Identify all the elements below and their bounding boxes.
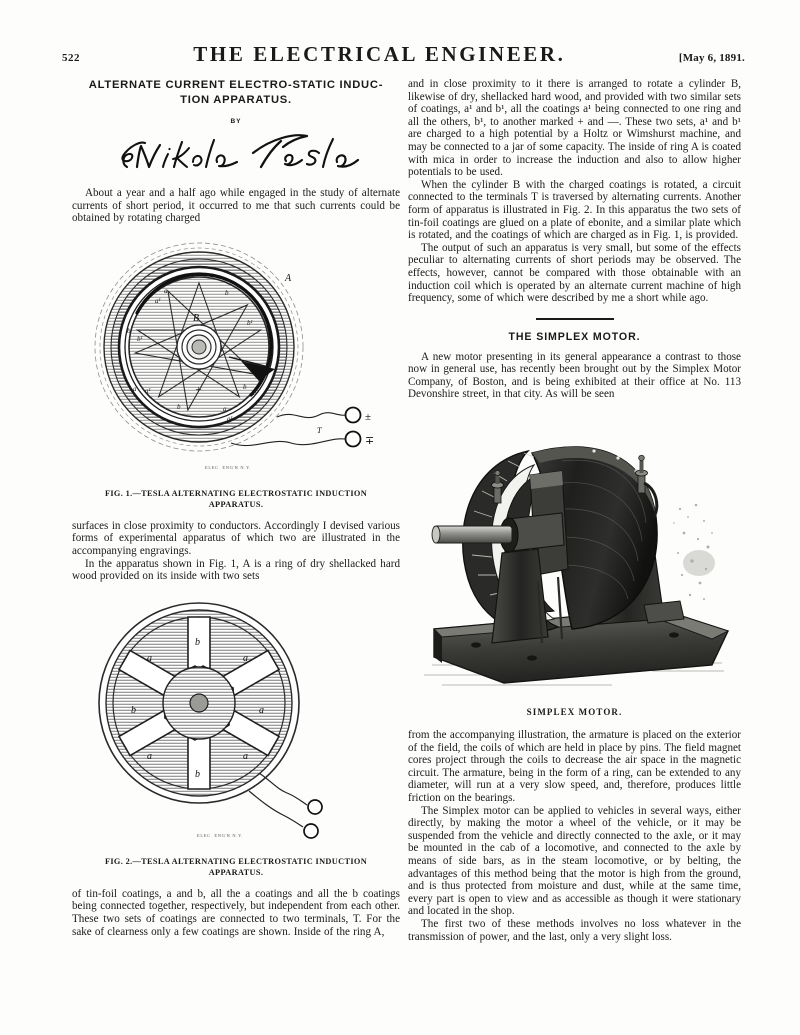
figure-1-label-b1-left: b¹ (137, 334, 143, 343)
motor-drive-shaft (434, 526, 512, 543)
simplex-motor-engraving (412, 413, 738, 698)
simplex-motor-heading: THE SIMPLEX MOTOR. (508, 330, 641, 343)
left-paragraph-1: About a year and a half ago while engaged in the study of alternate currents of short period, it occurred to me that such currents could be obtained by rotating charged (72, 187, 400, 225)
right-paragraph-2: When the cylinder B with the charged coatings is rotated, a circuit connected to the terminals T is traversed by alternating currents. Another form of apparatus is illustrated in Fig. 2. In this apparatus the two sets of tin-foil coatings are glued on a plate of ebonite, and a similar plate which is rotated, and the coatings of which are charged as in Fig. 1, is provided. (408, 178, 741, 242)
figure-2-label-a-right: a (259, 704, 264, 716)
section-divider-rule (536, 318, 614, 320)
right-paragraph-1: and in close proximity to it there is arranged to rotate a cylinder B, likewise of dry, shellacked hard wood, and provided with two similar sets of coatings, a¹ and b¹, all the coatings a¹ being connected to one ring and all the others, b¹, to another marked + and —. These two sets, a¹ and b¹ are charged to a high potential by a Holtz or Wimshurst machine, and may be connected to a jar of some capacity. The inside of ring A is coated with mica in order to increase the induction and also to allow higher potentials to be used. (408, 78, 741, 179)
left-column (72, 78, 400, 938)
figure-1-label-a-lowerleft: a (133, 384, 137, 393)
figure-2 (72, 595, 400, 850)
figure-1-center-mark: + (195, 383, 202, 396)
figure-1-label-b-top: b (225, 288, 229, 297)
figure-1-terminal-plus-label: ± (365, 410, 372, 423)
figure-2-label-a-upper-right: a (243, 652, 248, 664)
left-paragraph-3: In the apparatus shown in Fig. 1, A is a ring of dry shellacked hard wood provided on its inside with two sets (72, 557, 400, 583)
figure-2-caption-line-1: FIG. 2.—TESLA ALTERNATING ELECTROSTATIC INDUCTION (104, 856, 368, 866)
figure-1-label-a1-lowerleft: a¹ (145, 386, 151, 395)
figure-2-label-b-left: b (131, 704, 136, 716)
article-title-line-1: ALTERNATE CURRENT ELECTRO-STATIC INDUC- (88, 79, 384, 91)
figure-1-label-a1-bottom: a¹ (227, 414, 233, 423)
figure-2-engraver-credit: ELEC. ENG'R N.Y. (197, 832, 244, 838)
simplex-motor-plate-caption: SIMPLEX MOTOR. (526, 707, 623, 718)
figure-1-label-a-top: a (164, 286, 168, 295)
journal-title: THE ELECTRICAL ENGINEER. (193, 42, 566, 66)
figure-1-caption (72, 488, 400, 510)
left-paragraph-4: of tin-foil coatings, a and b, all the a coatings and all the b coatings being connected together, respectively, but independent from each other. These two sets of coatings are connected to two terminals, T. For the sake of clearness only a few coatings are shown. Inside of the ring A, (72, 887, 400, 938)
figure-1-label-cylinder-B: B (193, 312, 200, 324)
signature-icon (111, 129, 361, 175)
author-signature (72, 129, 400, 175)
figure-1-caption-line-1: FIG. 1.—TESLA ALTERNATING ELECTROSTATIC INDUCTION (104, 488, 368, 498)
figure-1 (72, 237, 400, 482)
figure-1-label-a1-top: a¹ (155, 296, 161, 305)
simplex-motor-illustration (408, 413, 741, 703)
left-paragraph-2: surfaces in close proximity to conductors. Accordingly I devised various forms of experimental apparatus of which two are illustrated in the accompanying engravings. (72, 519, 400, 557)
figure-1-terminal-negative (346, 431, 361, 446)
figure-1-engraver-credit: ELEC. ENG'R N.Y. (205, 464, 252, 470)
figure-2-label-b-bottom: b (195, 768, 200, 780)
figure-2-label-a-lower-left: a (147, 750, 152, 762)
figure-1-label-b1-right: b¹ (247, 318, 253, 327)
simplex-paragraph-1: from the accompanying illustration, the armature is placed on the exterior of the field, the coils of which are held in place by pins. The field magnet cores project through the coils to decrease the air space in the magnetic circuit. The armature, being in the form of a ring, can be extended to any diameter, will run at a very slow speed, and, therefore, produces little friction on the bearings. (408, 729, 741, 805)
byline-label: BY (230, 118, 242, 125)
figure-1-label-ring-A: A (285, 272, 292, 284)
figure-2-diagram (81, 595, 391, 845)
article-title (72, 78, 400, 108)
simplex-paragraph-3: The first two of these methods involves no loss whatever in the transmission of power, and the last, only a very slight loss. (408, 917, 741, 943)
simplex-paragraph-2: The Simplex motor can be applied to vehicles in several ways, either directly, by making the motor a wheel of the vehicle, or it may be suspended from the vehicle and directly connected to the axle, or it may be mounted in the cab of a locomotive, and connected to the axle by means of side bars, as in the steam locomotive, or by belting, the advantages of this method being that the motor is high from the ground, and is thus protected from moisture and dust, while at the same time, every part is open to view and as accessible as though it were stationary and located in the shop. (408, 804, 741, 918)
figure-1-label-b-left: b (127, 326, 131, 335)
figure-1-diagram (81, 237, 391, 477)
article-title-line-2: TION APPARATUS. (180, 94, 292, 106)
issue-date: [May 6, 1891. (678, 52, 745, 64)
figure-2-label-a-upper-left: a (147, 652, 152, 664)
figure-2-caption-line-2: APPARATUS. (208, 867, 264, 877)
figure-1-caption-line-2: APPARATUS. (208, 499, 264, 509)
figure-1-terminal-minus-label: ∓ (365, 434, 375, 447)
figure-1-terminal-T-label: T (317, 425, 322, 435)
simplex-intro-paragraph: A new motor presenting in its general appearance a contrast to those now in general use, has recently been brought out by the Simplex Motor Company, of Boston, and is being exhibited at their office at No. 113 Devonshire street, in that city. As will be seen (408, 350, 741, 401)
page-folio-number: 522 (62, 52, 80, 64)
masthead (62, 42, 745, 68)
figure-1-label-b-bottom: b (177, 402, 181, 411)
figure-2-caption (72, 856, 400, 878)
figure-1-label-a-bottom: a (223, 404, 227, 413)
figure-1-terminal-positive (346, 407, 361, 422)
right-paragraph-3: The output of such an apparatus is very small, but some of the effects peculiar to alternating currents of short periods may be observed. The effects, however, cannot be compared with those obtainable with an induction coil which is operated by an alternate current machine of high frequency, some of which were described by me a short while ago. (408, 241, 741, 305)
right-column (408, 78, 741, 943)
figure-2-label-b-top: b (195, 636, 200, 648)
figure-1-label-b-lowerright: b (243, 382, 247, 391)
figure-2-terminal-lower (304, 824, 318, 838)
figure-2-label-a-lower-right: a (243, 750, 248, 762)
figure-2-terminal-upper (308, 800, 322, 814)
figure-1-label-b1-lowerright: b¹ (253, 388, 259, 397)
